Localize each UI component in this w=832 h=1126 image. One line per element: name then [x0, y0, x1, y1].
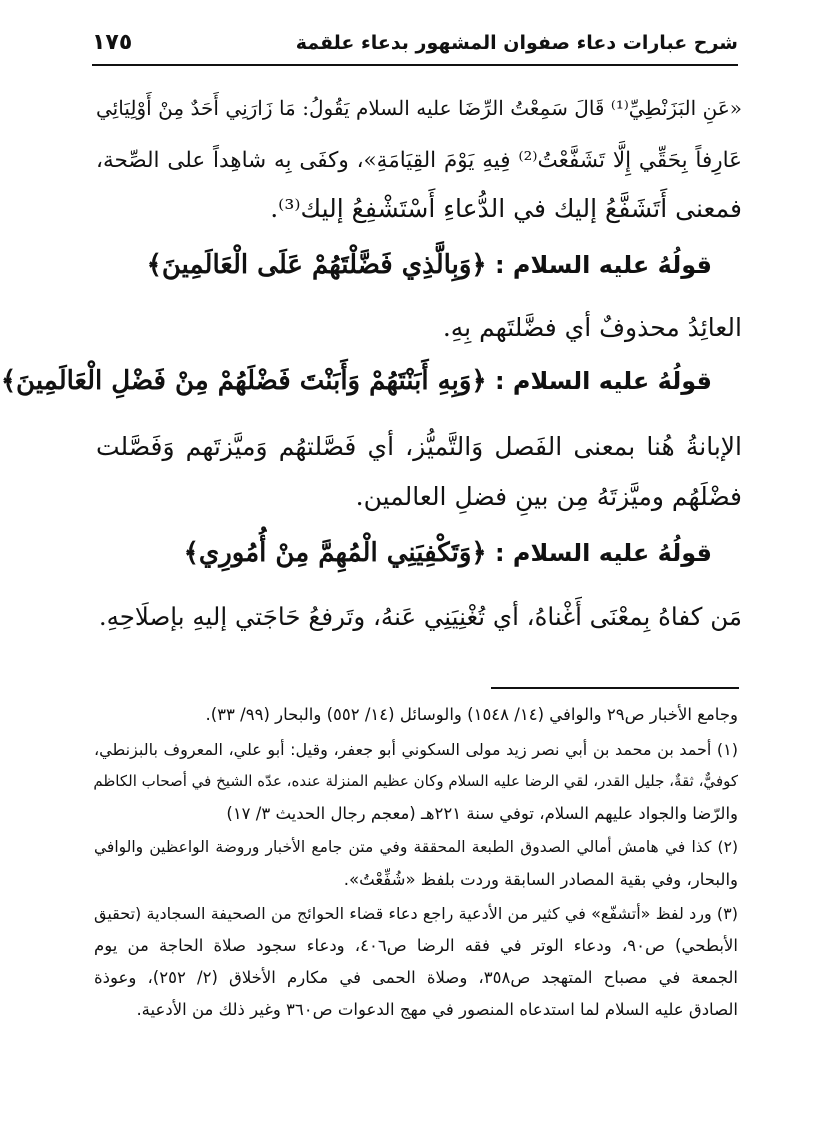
footnote-line: كوفيٌّ، ثقةٌ، جليل القدر، لقي الرضا عليه السلام وكان عظيم المنزلة عنده، عدّه الشيخ في أصحاب الكاظم — [93, 772, 738, 790]
page-number: ١٧٥ — [92, 30, 133, 55]
page-header — [92, 30, 738, 66]
footnote-line: الأبطحي) ص٩٠، ودعاء الوتر في فقه الرضا ص٤٠٦، ودعاء سجود صلاة الحاجة من يوم — [94, 936, 739, 955]
body-line-2: عَارِفاً بِحَقِّي إِلَّا تَشَفَّعْتُ⁽²⁾ فِيهِ يَوْمَ القِيَامَةِ»، وكفَى بِه شاهِداً على الصِّحة، — [96, 148, 742, 173]
quote-text: ﴿وَبِالَّذِي فَضَّلْتَهُمْ عَلَى الْعَالَمِينَ﴾ — [146, 250, 487, 280]
paragraph-3: مَن كفاهُ بِمعْنَى أَغْناهُ، أي تُغْنِيَنِي عَنهُ، وتَرفعُ حَاجَتي إليهِ بإصلَاحِهِ. — [98, 602, 742, 631]
footnote-line: وجامع الأخبار ص٢٩ والوافي (١٤/ ١٥٤٨) والوسائل (١٤/ ٥٥٢) والبحار (٩٩/ ٣٣). — [205, 705, 738, 724]
quote-label: قولُهُ عليه السلام : — [486, 251, 712, 279]
footnote-line: والرّضا والجواد عليهم السلام، توفي سنة ٢٢١هـ (معجم رجال الحديث ٣/ ١٧) — [226, 804, 738, 823]
body-line-1: «عَنِ البَزَنْطِيِّ⁽¹⁾ قَالَ سَمِعْتُ الرِّضَا عليه السلام يَقُولُ: مَا زَارَنِي أَحَدٌ مِنْ أَوْلِيَائِي — [96, 96, 743, 120]
quote-label: قولُهُ عليه السلام : — [486, 367, 712, 395]
footnote-line: والبحار، وفي بقية المصادر السابقة وردت بلفظ «شُفِّعْتُ». — [343, 870, 738, 889]
quote-heading-3 — [92, 538, 712, 568]
paragraph-2-line-2: فضْلَهُم وميَّزتَهُ مِن بينِ فضلِ العالمين. — [355, 482, 742, 511]
footnote-line: (٣) ورد لفظ «أتشفّع» في كثير من الأدعية راجع دعاء قضاء الحوائج من الصحيفة السجادية (تحقيق — [94, 904, 738, 923]
running-title: شرح عبارات دعاء صفوان المشهور بدعاء علقمة — [295, 32, 738, 54]
paragraph-1: العائِدُ محذوفٌ أي فضَّلتَهم بِهِ. — [442, 313, 742, 342]
body-line-3: فمعنى أَتَشَفَّعُ إليك في الدُّعاءِ أَسْتَشْفِعُ إليك⁽³⁾. — [270, 194, 742, 223]
footnote-line: الجمعة في مصباح المتهجد ص٣٥٨، وصلاة الحمى في مكارم الأخلاق (٢/ ٢٥٢)، وعوذة — [94, 968, 739, 987]
paragraph-2-line-1: الإبانةُ هُنا بمعنى الفَصل وَالتَّميُّز، أي فَصَّلتهُم وَميَّزتَهم وَفَصَّلت — [96, 432, 742, 461]
quote-text: ﴿وَتَكْفِيَنِي الْمُهِمَّ مِنْ أُمُورِي﴾ — [183, 538, 487, 568]
footnote-divider — [491, 687, 739, 689]
footnote-line: الصادق عليه السلام لما استدعاه المنصور في مهج الدعوات ص٣٦٠ وغير ذلك من الأدعية. — [136, 1000, 738, 1019]
footnote-line: (٢) كذا في هامش أمالي الصدوق الطبعة المحققة وفي متن جامع الأخبار وروضة الواعظين والوافي — [94, 838, 738, 856]
quote-label: قولُهُ عليه السلام : — [486, 539, 712, 567]
quote-heading-2 — [0, 366, 712, 396]
quote-text: ﴿وَبِهِ أَبَنْتَهُمْ وَأَبَنْتَ فَضْلَهُمْ مِنْ فَضْلِ الْعَالَمِينَ﴾ — [0, 366, 487, 396]
footnote-line: (١) أحمد بن محمد بن أبي نصر زيد مولى السكوني أبو جعفر، وقيل: أبو علي، المعروف بالبزنطي، — [94, 740, 738, 759]
quote-heading-1 — [92, 250, 712, 280]
